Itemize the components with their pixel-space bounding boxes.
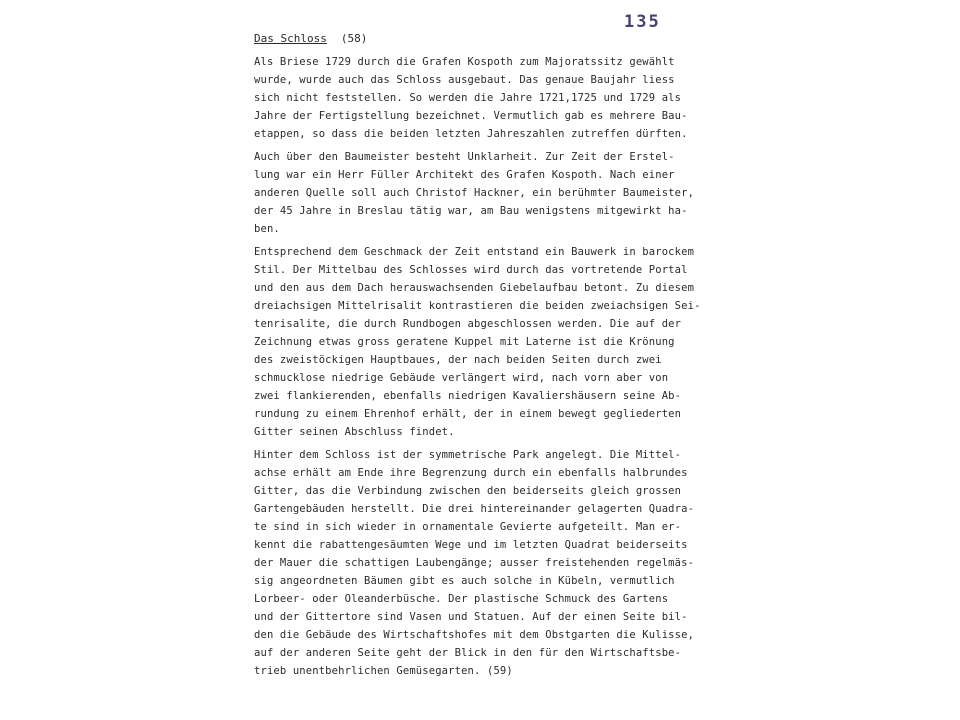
text-line: Zeichnung etwas gross geratene Kuppel mit Laterne ist die Krönung: [254, 336, 675, 348]
text-line: etappen, so dass die beiden letzten Jahreszahlen zutreffen dürften.: [254, 128, 688, 140]
text-line: Gitter seinen Abschluss findet.: [254, 426, 455, 438]
text-line: sich nicht feststellen. So werden die Jahre 1721,1725 und 1729 als: [254, 92, 682, 104]
text-line: Stil. Der Mittelbau des Schlosses wird durch das vortretende Portal: [254, 264, 688, 276]
text-line: der 45 Jahre in Breslau tätig war, am Bau wenigstens mitgewirkt ha-: [254, 205, 688, 217]
text-line: dreiachsigen Mittelrisalit kontrastieren die beiden zweiachsigen Sei-: [254, 300, 701, 312]
text-line: des zweistöckigen Hauptbaues, der nach beiden Seiten durch zwei: [254, 354, 662, 366]
section-heading: [254, 30, 704, 48]
text-line: Als Briese 1729 durch die Grafen Kospoth zum Majoratssitz gewählt: [254, 56, 675, 68]
text-line: kennt die rabattengesäumten Wege und im letzten Quadrat beiderseits: [254, 539, 688, 551]
text-line: tenrisalite, die durch Rundbogen abgeschlossen werden. Die auf der: [254, 318, 682, 330]
text-line: der Mauer die schattigen Laubengänge; ausser freistehenden regelmäs-: [254, 557, 695, 569]
text-line: Jahre der Fertigstellung bezeichnet. Vermutlich gab es mehrere Bau-: [254, 110, 688, 122]
text-line: und der Gittertore sind Vasen und Statuen. Auf der einen Seite bil-: [254, 611, 688, 623]
text-line: Gartengebäuden herstellt. Die drei hintereinander gelagerten Quadra-: [254, 503, 695, 515]
text-line: auf der anderen Seite geht der Blick in den für den Wirtschaftsbe-: [254, 647, 682, 659]
section-reference: (58): [340, 32, 368, 45]
section-title: Das Schloss: [254, 32, 327, 45]
text-line: wurde, wurde auch das Schloss ausgebaut. Das genaue Baujahr liess: [254, 74, 675, 86]
page-number-stamp: 135: [624, 12, 661, 32]
text-line: schmucklose niedrige Gebäude verlängert wird, nach vorn aber von: [254, 372, 669, 384]
text-line: den die Gebäude des Wirtschaftshofes mit dem Obstgarten die Kulisse,: [254, 629, 695, 641]
text-line: te sind in sich wieder in ornamentale Gevierte aufgeteilt. Man er-: [254, 521, 682, 533]
text-line: ben.: [254, 223, 280, 235]
text-line: Auch über den Baumeister besteht Unklarheit. Zur Zeit der Erstel-: [254, 151, 675, 163]
text-line: lung war ein Herr Füller Architekt des Grafen Kospoth. Nach einer: [254, 169, 675, 181]
text-line: und den aus dem Dach herauswachsenden Giebelaufbau betont. Zu diesem: [254, 282, 695, 294]
text-line: Lorbeer- oder Oleanderbüsche. Der plastische Schmuck des Gartens: [254, 593, 669, 605]
text-line: achse erhält am Ende ihre Begrenzung durch ein ebenfalls halbrundes: [254, 467, 688, 479]
text-line: Entsprechend dem Geschmack der Zeit entstand ein Bauwerk in barockem: [254, 246, 695, 258]
paragraph-3: [254, 243, 704, 441]
paragraph-4: [254, 446, 704, 680]
text-line: sig angeordneten Bäumen gibt es auch solche in Kübeln, vermutlich: [254, 575, 675, 587]
paragraph-2: [254, 148, 704, 238]
text-line: zwei flankierenden, ebenfalls niedrigen Kavaliershäusern seine Ab-: [254, 390, 682, 402]
text-line: Gitter, das die Verbindung zwischen den beiderseits gleich grossen: [254, 485, 682, 497]
text-line: Hinter dem Schloss ist der symmetrische Park angelegt. Die Mittel-: [254, 449, 682, 461]
text-line: rundung zu einem Ehrenhof erhält, der in einem bewegt gegliederten: [254, 408, 682, 420]
text-line: trieb unentbehrlichen Gemüsegarten. (59): [254, 665, 513, 677]
document-body: [254, 30, 704, 685]
text-line: anderen Quelle soll auch Christof Hackner, ein berühmter Baumeister,: [254, 187, 695, 199]
paragraph-1: [254, 53, 704, 143]
